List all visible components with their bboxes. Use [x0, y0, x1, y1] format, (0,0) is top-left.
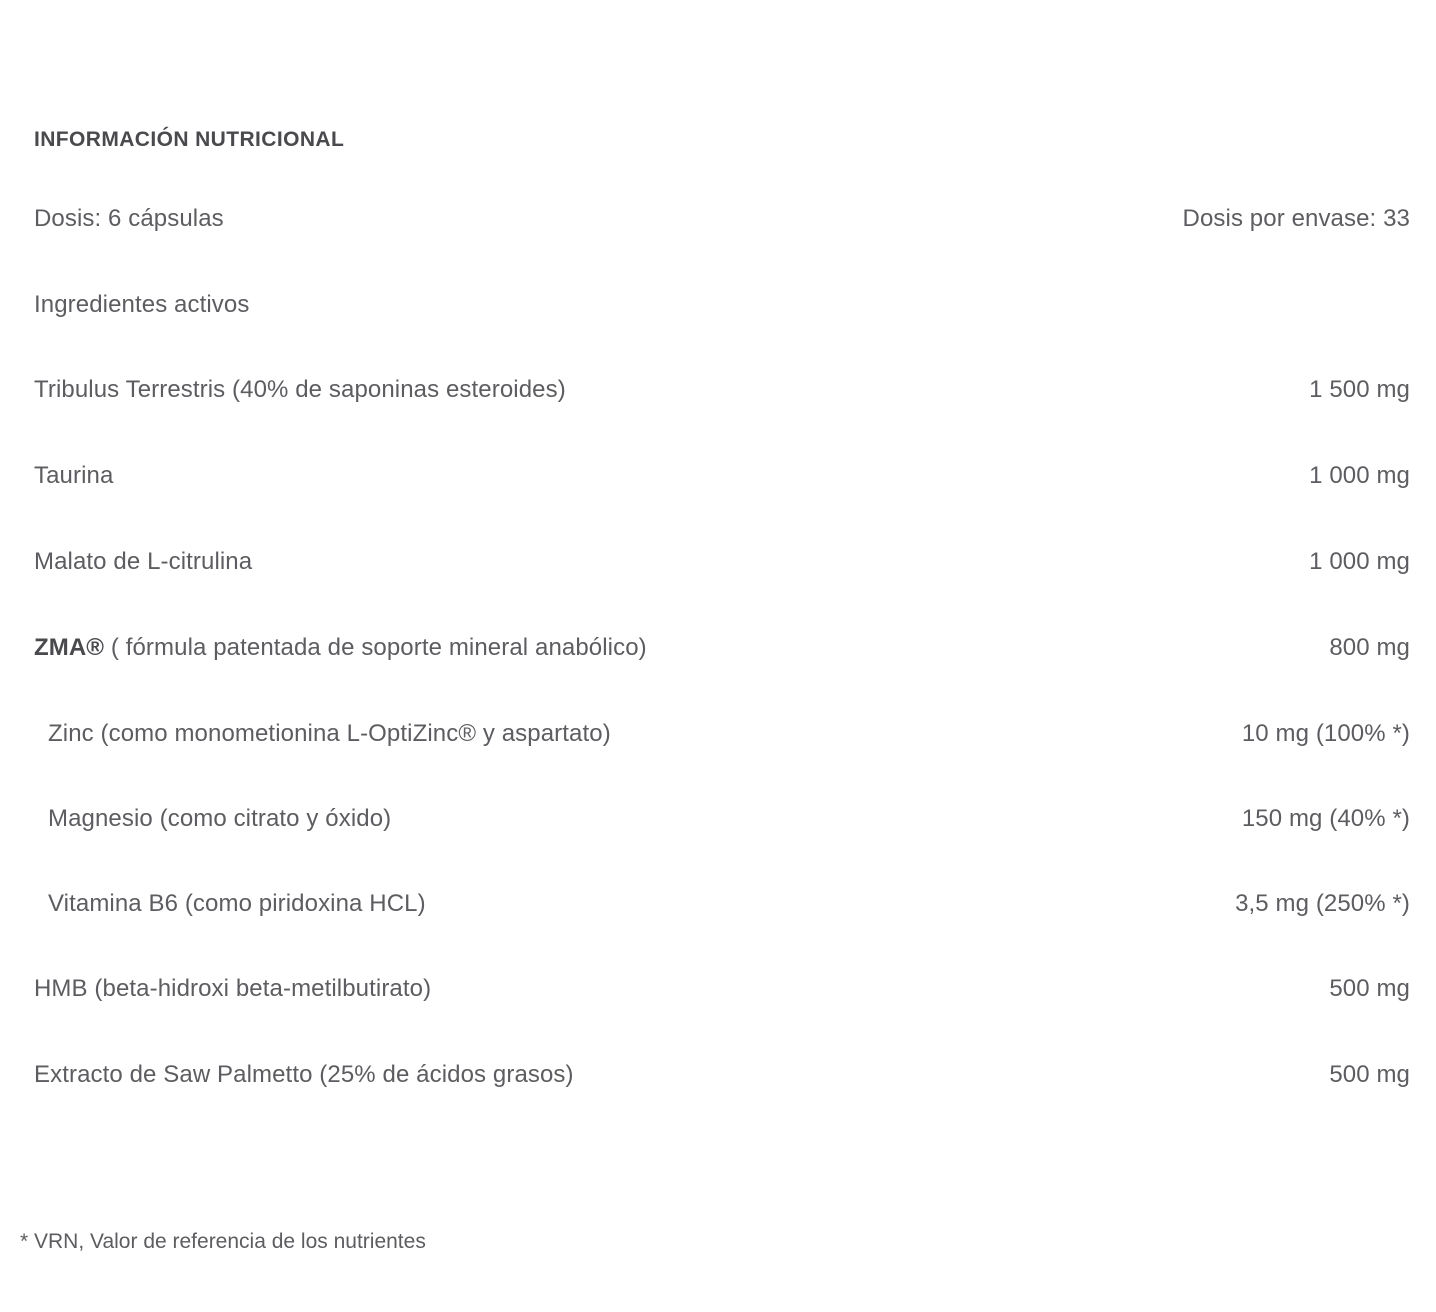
ingredient-label: Zinc (como monometionina L-OptiZinc® y aspartato) — [48, 720, 611, 747]
ingredient-amount: 1 000 mg — [1309, 548, 1410, 575]
zma-description: ( fórmula patentada de soporte mineral anabólico) — [110, 634, 647, 661]
servings-per-container-label: Dosis por envase: 33 — [1182, 205, 1410, 232]
table-row — [34, 975, 1410, 1061]
ingredient-label: Vitamina B6 (como piridoxina HCL) — [48, 890, 426, 917]
table-row — [34, 462, 1410, 548]
table-row — [34, 376, 1410, 462]
ingredient-label: Extracto de Saw Palmetto (25% de ácidos grasos) — [34, 1061, 574, 1088]
ingredient-amount: 3,5 mg (250% *) — [1235, 890, 1410, 917]
ingredient-amount: 10 mg (100% *) — [1241, 720, 1410, 747]
ingredient-label: Taurina — [34, 462, 114, 489]
table-row — [34, 548, 1410, 634]
page-title: INFORMACIÓN NUTRICIONAL — [34, 128, 345, 151]
table-row-zma — [34, 634, 1410, 720]
table-row — [34, 720, 1410, 805]
active-ingredients-heading-row — [34, 291, 1410, 376]
ingredient-label: HMB (beta-hidroxi beta-metilbutirato) — [34, 975, 432, 1002]
zma-label — [34, 634, 647, 663]
ingredient-label: Tribulus Terrestris (40% de saponinas esteroides) — [34, 376, 566, 403]
serving-size-label: Dosis: 6 cápsulas — [34, 205, 224, 232]
zma-brand: ZMA® — [34, 634, 105, 661]
serving-row — [34, 205, 1410, 291]
active-ingredients-label: Ingredientes activos — [34, 291, 250, 318]
ingredient-amount: 500 mg — [1329, 975, 1410, 1002]
ingredient-amount: 1 000 mg — [1309, 462, 1410, 489]
table-row — [34, 805, 1410, 890]
table-row — [34, 1061, 1410, 1147]
nutrition-table — [34, 205, 1410, 1147]
ingredient-label: Malato de L-citrulina — [34, 548, 253, 575]
table-row — [34, 890, 1410, 975]
ingredient-amount: 150 mg (40% *) — [1241, 805, 1410, 832]
footnote: * VRN, Valor de referencia de los nutrientes — [20, 1230, 426, 1253]
ingredient-amount: 1 500 mg — [1309, 376, 1410, 403]
ingredient-amount: 500 mg — [1329, 1061, 1410, 1088]
ingredient-label: Magnesio (como citrato y óxido) — [48, 805, 392, 832]
zma-amount: 800 mg — [1329, 634, 1410, 661]
